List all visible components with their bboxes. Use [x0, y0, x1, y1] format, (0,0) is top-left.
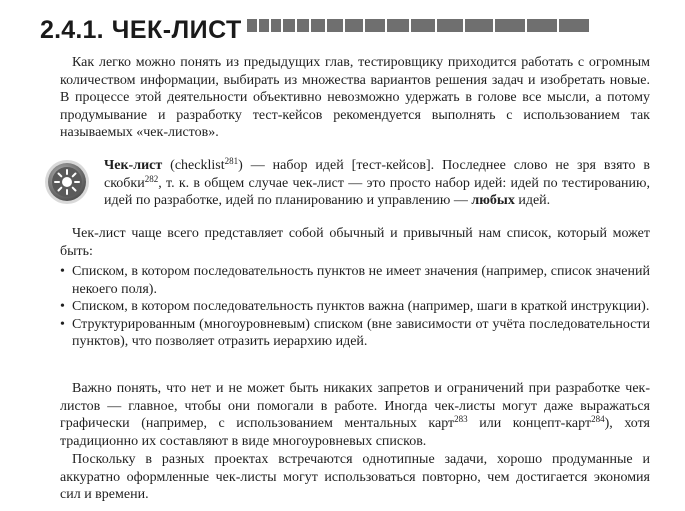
list-item: • Списком, в котором последовательность пунктов не имеет значения (например, список значений некоего поля).	[60, 263, 650, 298]
section-title: ЧЕК-ЛИСТ	[111, 15, 242, 44]
definition-emphasis: любых	[471, 193, 515, 209]
section-number: 2.4.1.	[40, 15, 104, 44]
definition-text-4: идей.	[514, 193, 551, 209]
graphics-text-1: Важно понять, что нет и не может быть никаких запретов и ограничений при разработке чек-листов — главное, чтобы они помогали в работе. Иногда чек-листы могут даже выражаться графически (например, с использованием ментальных карт	[60, 381, 650, 432]
graphics-text-3: ), хотя традиционно их составляют в виде многоуровневых списков.	[60, 416, 650, 449]
list-item: • Списком, в котором последовательность пунктов важна (например, шаги в краткой инструкции).	[60, 298, 650, 316]
list-intro-paragraph: Чек-лист чаще всего представляет собой обычный и привычный нам список, который может быть:	[60, 226, 650, 259]
footnote-ref-281[interactable]: 281	[224, 156, 239, 166]
graphics-paragraph	[60, 380, 650, 450]
footnote-ref-282[interactable]: 282	[144, 173, 159, 184]
section-heading	[40, 14, 242, 46]
definition-term: Чек-лист	[104, 158, 163, 173]
footnote-ref-283[interactable]: 283	[454, 414, 468, 425]
graphics-text-2: или концепт-карт	[467, 416, 592, 432]
reuse-paragraph: Поскольку в разных проектах встречаются однотипные задачи, хорошо продуманные и аккуратно оформленные чек-листы могут использоваться повторно, чем достигается экономия сил и времени.	[60, 452, 650, 503]
list-item: • Структурированным (многоуровневым) списком (вне зависимости от учёта последовательности пунктов), что позволяет отразить иерархию идей.	[60, 316, 650, 351]
definition-text-2: ) — набор идей [тест-кейсов]. Последнее слово не зря взято в скобки	[104, 158, 650, 191]
definition-text-3: , т. к. в общем случае чек-лист — это просто набор идей: идей по тестированию, идей по разработке, идей по планированию и управлению —	[104, 175, 650, 209]
definition-callout	[104, 157, 650, 210]
intro-paragraph: Как легко можно понять из предыдущих глав, тестировщику приходится работать с огромным количеством информации, выбирать из множества вариантов решения задач и изобретать новые. В процессе этой деятельности объективно невозможно удержать в голове все мысли, а потому продумывание и разработку тест-кейсов рекомендуется выполнять с использованием так называемых «чек-листов».	[60, 55, 650, 141]
footnote-ref-284[interactable]: 284	[591, 414, 605, 425]
heading-decoration-bars	[247, 19, 589, 32]
definition-text-1: (checklist	[162, 158, 225, 173]
sun-icon	[44, 159, 90, 205]
bullet-list	[60, 263, 650, 351]
